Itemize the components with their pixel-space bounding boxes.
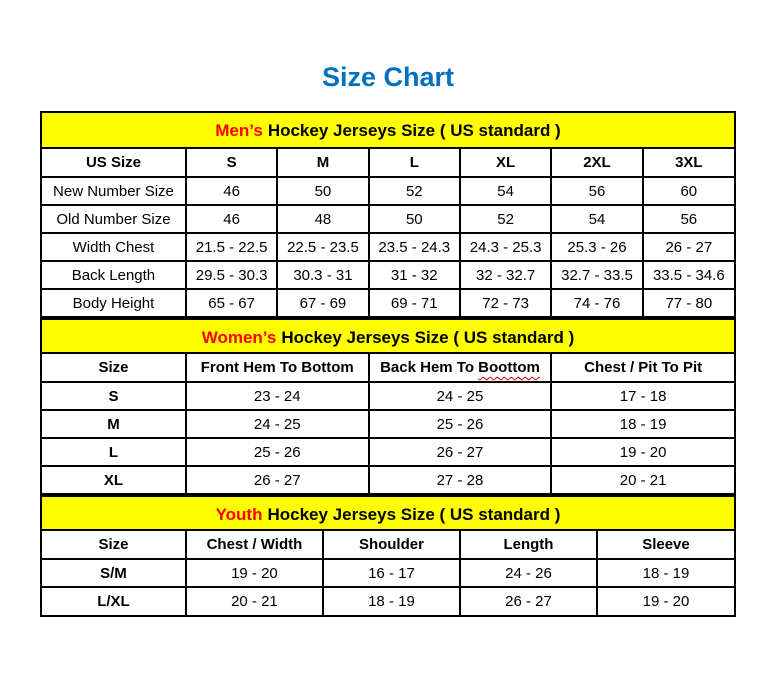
column-header: M	[277, 149, 368, 177]
column-header: Front Hem To Bottom	[186, 354, 369, 382]
table-row	[42, 559, 734, 587]
youth-size-table	[42, 531, 734, 615]
youth-header-row	[42, 531, 734, 559]
row-label: S/M	[42, 559, 186, 587]
mens-size-table	[42, 149, 734, 318]
mens-section-title: Hockey Jerseys Size ( US standard )	[267, 121, 561, 140]
column-header: Chest / Width	[186, 531, 323, 559]
value-cell: 22.5 - 23.5	[277, 233, 368, 261]
value-cell: 32.7 - 33.5	[551, 261, 642, 289]
value-cell: 77 - 80	[643, 289, 734, 317]
value-cell: 16 - 17	[323, 559, 460, 587]
column-header: S	[186, 149, 277, 177]
row-label: New Number Size	[42, 177, 186, 205]
value-cell: 50	[277, 177, 368, 205]
value-cell: 19 - 20	[551, 438, 734, 466]
value-cell: 54	[551, 205, 642, 233]
value-cell: 25 - 26	[186, 438, 369, 466]
value-cell: 67 - 69	[277, 289, 368, 317]
row-label: Body Height	[42, 289, 186, 317]
value-cell: 27 - 28	[369, 466, 552, 494]
value-cell: 26 - 27	[643, 233, 734, 261]
value-cell: 25.3 - 26	[551, 233, 642, 261]
table-row	[42, 205, 734, 233]
value-cell: 26 - 27	[460, 587, 597, 615]
column-header: Length	[460, 531, 597, 559]
row-label: M	[42, 410, 186, 438]
value-cell: 31 - 32	[369, 261, 460, 289]
table-row	[42, 410, 734, 438]
value-cell: 30.3 - 31	[277, 261, 368, 289]
value-cell: 72 - 73	[460, 289, 551, 317]
value-cell: 23 - 24	[186, 382, 369, 410]
column-header: Size	[42, 531, 186, 559]
value-cell: 52	[460, 205, 551, 233]
column-header: Shoulder	[323, 531, 460, 559]
value-cell: 69 - 71	[369, 289, 460, 317]
value-cell: 25 - 26	[369, 410, 552, 438]
value-cell: 26 - 27	[186, 466, 369, 494]
womens-section-accent: Women’s	[201, 328, 277, 347]
value-cell: 74 - 76	[551, 289, 642, 317]
value-cell: 29.5 - 30.3	[186, 261, 277, 289]
value-cell: 26 - 27	[369, 438, 552, 466]
value-cell: 56	[643, 205, 734, 233]
mens-section-accent: Men’s	[215, 121, 263, 140]
column-header: XL	[460, 149, 551, 177]
value-cell: 33.5 - 34.6	[643, 261, 734, 289]
value-cell: 24.3 - 25.3	[460, 233, 551, 261]
mens-section	[42, 113, 734, 318]
column-header: L	[369, 149, 460, 177]
table-row	[42, 587, 734, 615]
value-cell: 18 - 19	[597, 559, 734, 587]
value-cell: 24 - 25	[369, 382, 552, 410]
column-header: Chest / Pit To Pit	[551, 354, 734, 382]
youth-section-header	[42, 495, 734, 531]
value-cell: 46	[186, 177, 277, 205]
table-row	[42, 382, 734, 410]
youth-section	[42, 495, 734, 615]
column-header: US Size	[42, 149, 186, 177]
value-cell: 56	[551, 177, 642, 205]
womens-size-table	[42, 354, 734, 495]
table-row	[42, 233, 734, 261]
value-cell: 65 - 67	[186, 289, 277, 317]
value-cell: 18 - 19	[551, 410, 734, 438]
value-cell: 52	[369, 177, 460, 205]
column-header: Back Hem To Boottom	[369, 354, 552, 382]
value-cell: 20 - 21	[551, 466, 734, 494]
value-cell: 54	[460, 177, 551, 205]
row-label: Width Chest	[42, 233, 186, 261]
column-header: 3XL	[643, 149, 734, 177]
table-row	[42, 466, 734, 494]
value-cell: 17 - 18	[551, 382, 734, 410]
table-row	[42, 261, 734, 289]
row-label: Old Number Size	[42, 205, 186, 233]
column-header: Size	[42, 354, 186, 382]
youth-section-accent: Youth	[215, 505, 263, 524]
value-cell: 18 - 19	[323, 587, 460, 615]
value-cell: 20 - 21	[186, 587, 323, 615]
womens-section-header	[42, 318, 734, 354]
value-cell: 60	[643, 177, 734, 205]
value-cell: 32 - 32.7	[460, 261, 551, 289]
size-chart	[40, 111, 736, 617]
value-cell: 24 - 26	[460, 559, 597, 587]
womens-section	[42, 318, 734, 495]
womens-section-title: Hockey Jerseys Size ( US standard )	[281, 328, 575, 347]
table-row	[42, 438, 734, 466]
value-cell: 21.5 - 22.5	[186, 233, 277, 261]
row-label: XL	[42, 466, 186, 494]
row-label: S	[42, 382, 186, 410]
row-label: L/XL	[42, 587, 186, 615]
mens-section-header	[42, 113, 734, 149]
column-header: 2XL	[551, 149, 642, 177]
row-label: Back Length	[42, 261, 186, 289]
misspelled-word: Boottom	[478, 359, 540, 376]
value-cell: 23.5 - 24.3	[369, 233, 460, 261]
table-row	[42, 177, 734, 205]
row-label: L	[42, 438, 186, 466]
youth-section-title: Hockey Jerseys Size ( US standard )	[267, 505, 561, 524]
value-cell: 19 - 20	[186, 559, 323, 587]
value-cell: 46	[186, 205, 277, 233]
value-cell: 24 - 25	[186, 410, 369, 438]
womens-header-row	[42, 354, 734, 382]
value-cell: 48	[277, 205, 368, 233]
mens-header-row	[42, 149, 734, 177]
page-title: Size Chart	[321, 62, 455, 92]
value-cell: 19 - 20	[597, 587, 734, 615]
column-header: Sleeve	[597, 531, 734, 559]
value-cell: 50	[369, 205, 460, 233]
table-row	[42, 289, 734, 317]
